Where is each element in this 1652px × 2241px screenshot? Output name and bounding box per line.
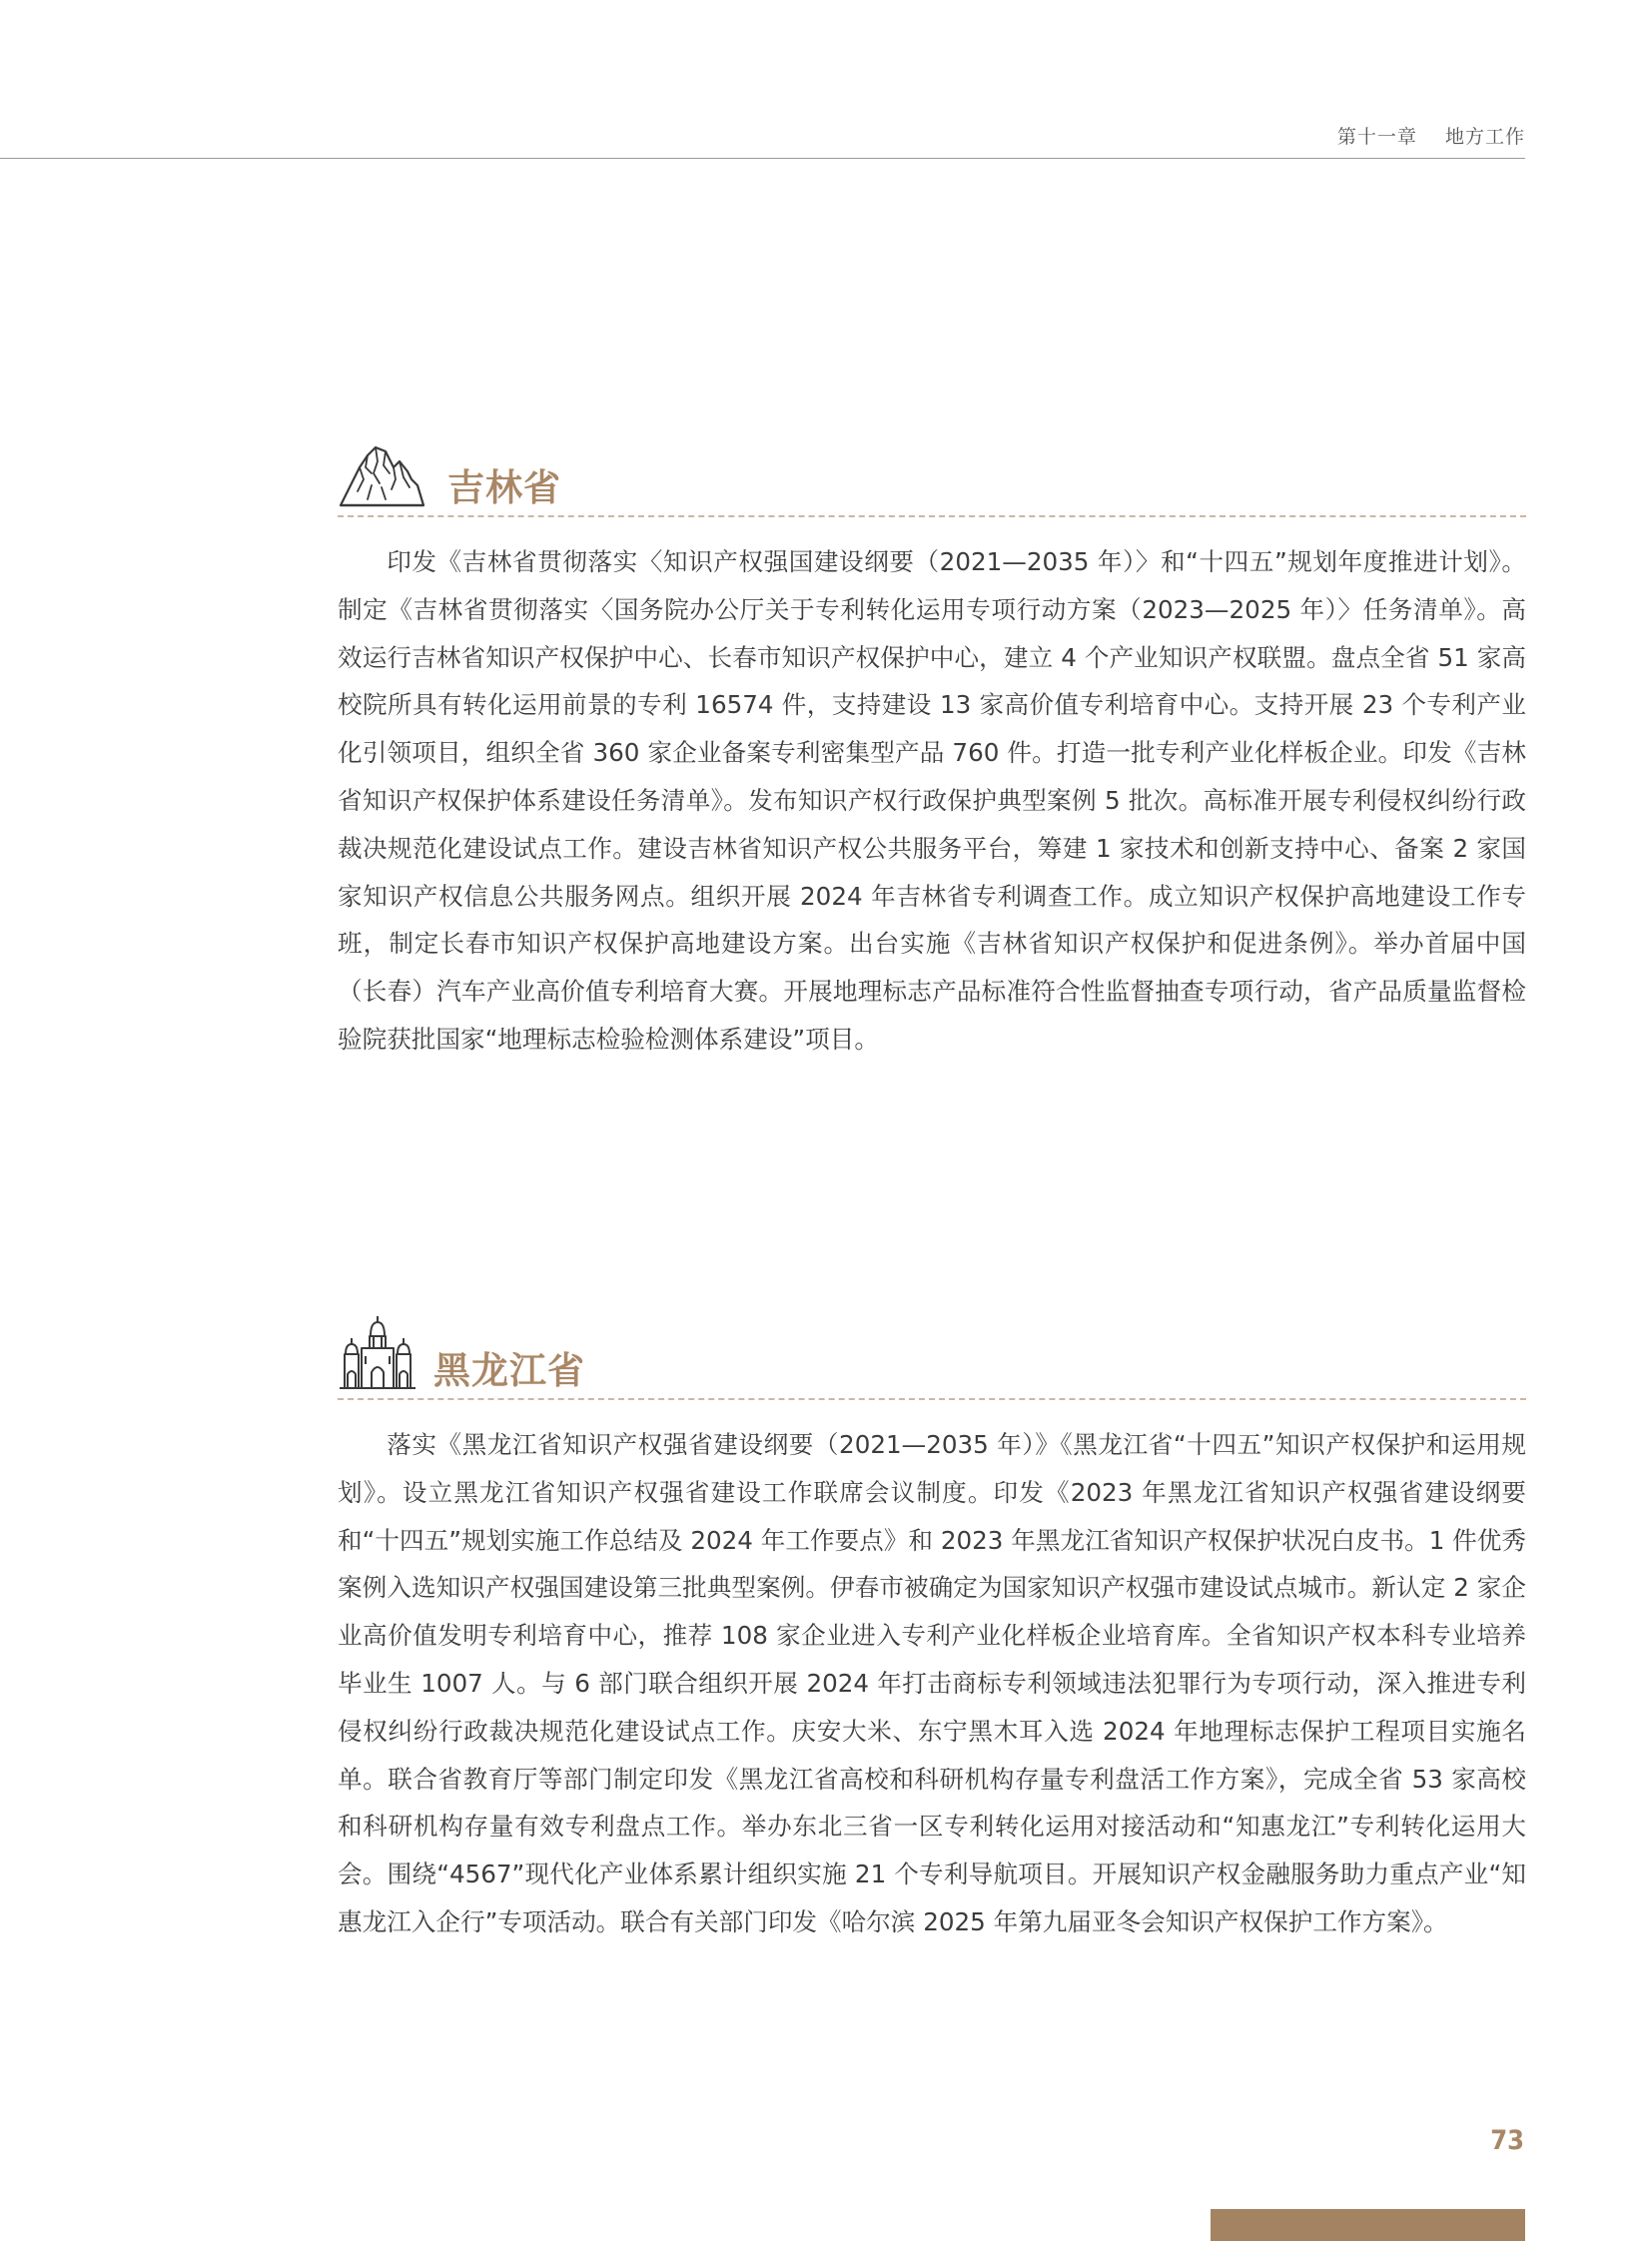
section-heading	[338, 1320, 1526, 1400]
section-title: 黑龙江省	[433, 1349, 585, 1392]
section-heading	[338, 437, 1526, 517]
section-jilin	[338, 437, 1526, 1064]
section-body: 落实《黑龙江省知识产权强省建设纲要（2021—2035 年）》《黑龙江省“十四五”知识产权保护和运用规划》。设立黑龙江省知识产权强省建设工作联席会议制度。印发《2023 年黑龙江省知识产权强省建设纲要和“十四五”规划实施工作总结及 2024 年工作要点》和 2023 年黑龙江省知识产权保护状况白皮书。1 件优秀案例入选知识产权强国建设第三批典型案例。伊春市被确定为国家知识产权强市建设试点城市。新认定 2 家企业高价值发明专利培育中心，推荐 108 家企业进入专利产业化样板企业培育库。全省知识产权本科专业培养毕业生 1007 人。与 6 部门联合组织开展 2024 年打击商标专利领域违法犯罪行为专项行动，深入推进专利侵权纠纷行政裁决规范化建设试点工作。庆安大米、东宁黑木耳入选 2024 年地理标志保护工程项目实施名单。联合省教育厅等部门制定印发《黑龙江省高校和科研机构存量专利盘活工作方案》，完成全省 53 家高校和科研机构存量有效专利盘点工作。举办东北三省一区专利转化运用对接活动和“知惠龙江”专利转化运用大会。围绕“4567”现代化产业体系累计组织实施 21 个专利导航项目。开展知识产权金融服务助力重点产业“知惠龙江入企行”专项活动。联合有关部门印发《哈尔滨 2025 年第九届亚冬会知识产权保护工作方案》。	[338, 1430, 1526, 1936]
section-body: 印发《吉林省贯彻落实〈知识产权强国建设纲要（2021—2035 年）〉和“十四五”规划年度推进计划》。制定《吉林省贯彻落实〈国务院办公厅关于专利转化运用专项行动方案（2023—2025 年）〉任务清单》。高效运行吉林省知识产权保护中心、长春市知识产权保护中心，建立 4 个产业知识产权联盟。盘点全省 51 家高校院所具有转化运用前景的专利 16574 件，支持建设 13 家高价值专利培育中心。支持开展 23 个专利产业化引领项目，组织全省 360 家企业备案专利密集型产品 760 件。打造一批专利产业化样板企业。印发《吉林省知识产权保护体系建设任务清单》。发布知识产权行政保护典型案例 5 批次。高标准开展专利侵权纠纷行政裁决规范化建设试点工作。建设吉林省知识产权公共服务平台，筹建 1 家技术和创新支持中心、备案 2 家国家知识产权信息公共服务网点。组织开展 2024 年吉林省专利调查工作。成立知识产权保护高地建设工作专班，制定长春市知识产权保护高地建设方案。出台实施《吉林省知识产权保护和促进条例》。举办首届中国（长春）汽车产业高价值专利培育大赛。开展地理标志产品标准符合性监督抽查专项行动，省产品质量监督检验院获批国家“地理标志检验检测体系建设”项目。	[338, 547, 1526, 1054]
cathedral-icon	[338, 1314, 417, 1392]
section-heilongjiang	[338, 1320, 1526, 1946]
page-number: 73	[1490, 2125, 1524, 2156]
chapter-title: 第十一章 地方工作	[1336, 126, 1525, 148]
section-title: 吉林省	[447, 466, 561, 509]
mountain-icon	[338, 443, 427, 509]
footer-bar	[1211, 2209, 1525, 2241]
running-header	[0, 122, 1525, 159]
